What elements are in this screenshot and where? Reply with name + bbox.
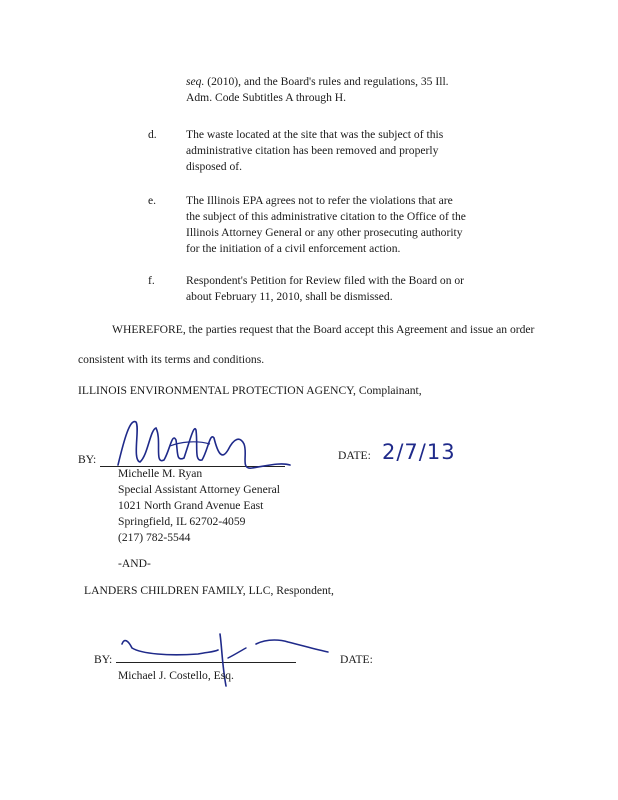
complainant-date-label: DATE: xyxy=(338,449,371,462)
item-c-line-1: seq. (2010), and the Board's rules and regulations, 35 Ill. xyxy=(186,75,449,88)
item-f-line: Respondent's Petition for Review filed with the Board on or xyxy=(186,274,465,287)
item-d-line: administrative citation has been removed and properly xyxy=(186,144,439,157)
complainant-signer-block xyxy=(118,466,280,546)
item-d-line: The waste located at the site that was the subject of this xyxy=(186,128,444,141)
complainant-handwritten-date: 2/7/13 xyxy=(382,440,456,464)
item-c-continuation xyxy=(186,74,472,106)
item-e-text xyxy=(186,193,472,257)
signer-title: Special Assistant Attorney General xyxy=(118,483,280,496)
signer-address-street: 1021 North Grand Avenue East xyxy=(118,499,264,512)
item-f-letter: f. xyxy=(148,274,155,287)
complainant-heading: ILLINOIS ENVIRONMENTAL PROTECTION AGENCY, Complainant, xyxy=(78,384,422,397)
wherefore-line-2: consistent with its terms and conditions. xyxy=(78,353,265,366)
signer-address-city: Springfield, IL 62702-4059 xyxy=(118,515,246,528)
respondent-signer-name: Michael J. Costello, Esq. xyxy=(118,669,234,682)
item-f-line: about February 11, 2010, shall be dismissed. xyxy=(186,290,393,303)
item-c-line-2: Adm. Code Subtitles A through H. xyxy=(186,91,347,104)
item-e-line: Illinois Attorney General or any other prosecuting authority xyxy=(186,226,463,239)
item-e-line: for the initiation of a civil enforcement action. xyxy=(186,242,401,255)
and-separator: -AND- xyxy=(118,557,151,570)
complainant-by-label: BY: xyxy=(78,453,97,466)
item-f-text xyxy=(186,273,472,305)
signer-name: Michelle M. Ryan xyxy=(118,467,203,480)
item-e-letter: e. xyxy=(148,194,157,207)
respondent-heading: LANDERS CHILDREN FAMILY, LLC, Respondent, xyxy=(84,584,334,597)
respondent-by-label: BY: xyxy=(94,653,113,666)
item-d-line: disposed of. xyxy=(186,160,243,173)
respondent-date-label: DATE: xyxy=(340,653,373,666)
item-d-letter: d. xyxy=(148,128,157,141)
item-d-text xyxy=(186,127,472,175)
wherefore-line-1: WHEREFORE, the parties request that the Board accept this Agreement and issue an order xyxy=(112,323,535,336)
item-e-line: the subject of this administrative citation to the Office of the xyxy=(186,210,466,223)
item-e-line: The Illinois EPA agrees not to refer the violations that are xyxy=(186,194,453,207)
signer-phone: (217) 782-5544 xyxy=(118,531,191,544)
